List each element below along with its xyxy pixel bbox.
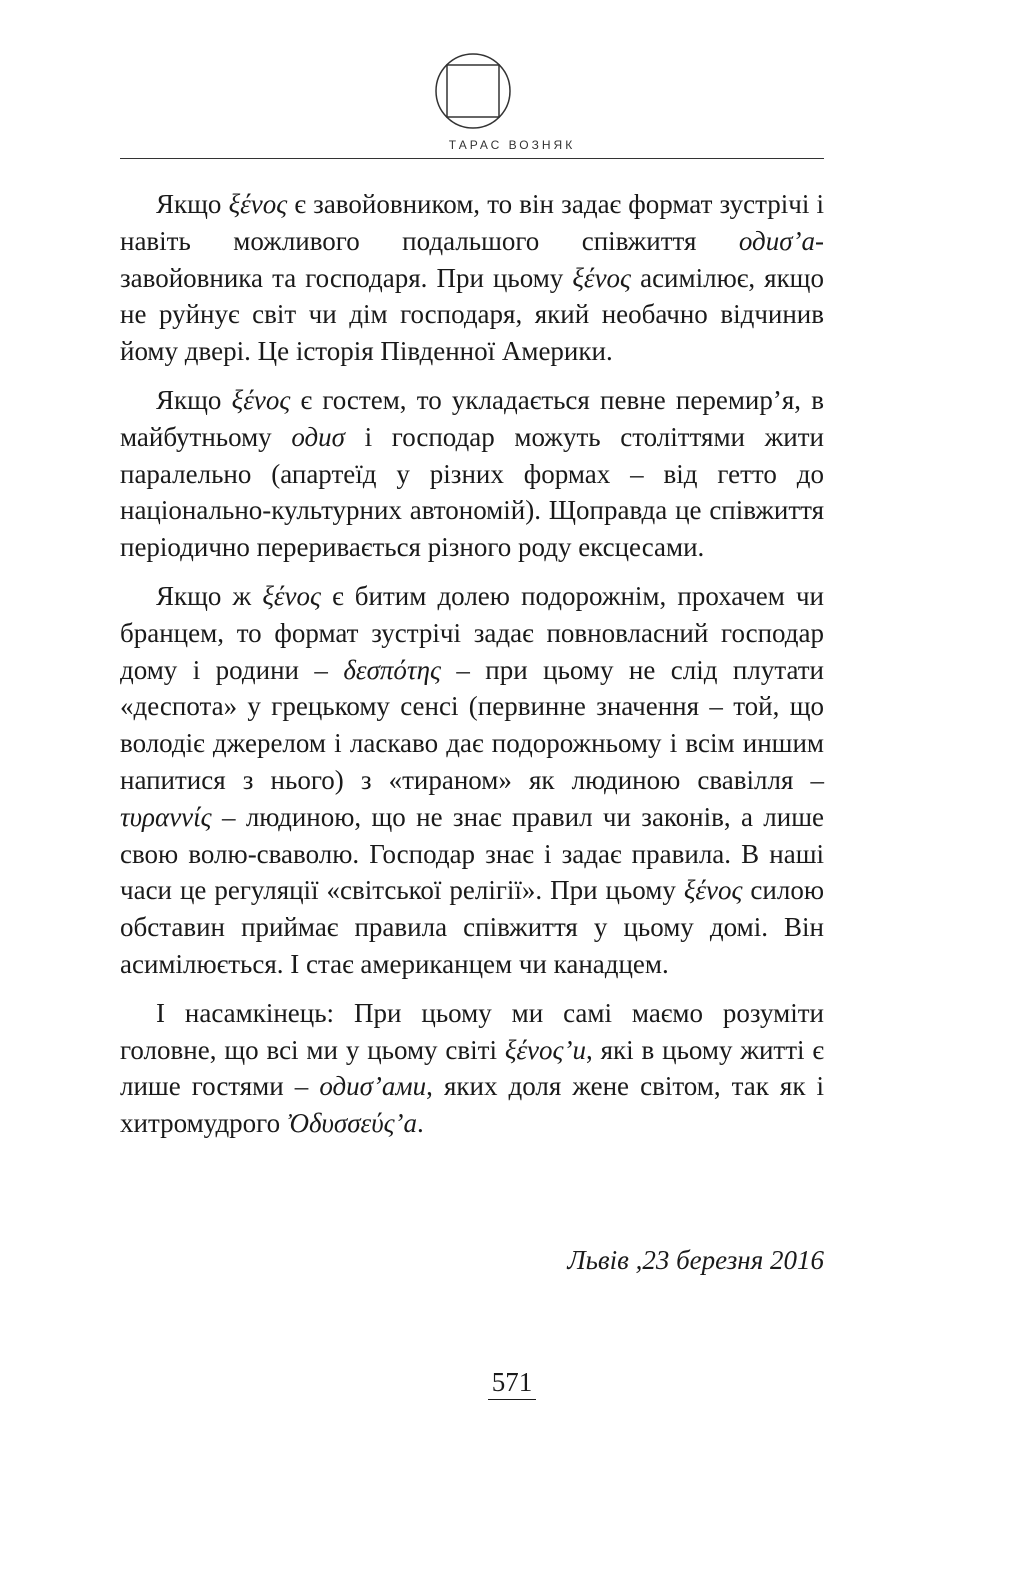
italic-term: ξένος [228,189,288,219]
circle-square-logo-icon [434,52,512,130]
text-run: є битим долею подорожнім, прохачем чи бранцем, то формат зустрічі задає повновласний господар дому і родини – [120,580,824,685]
paragraph [120,382,824,566]
text-run: . [417,1108,424,1139]
italic-term: ξένος’и [504,1034,586,1065]
paragraph [120,995,824,1142]
text-run: є гостем, то укладається певне перемир’я, в майбутньому [120,384,824,452]
italic-term: δεσπότης [343,654,441,685]
italic-term: τυραννίς [120,801,212,832]
text-run: Якщо ж [156,580,263,611]
page-number-value: 571 [488,1367,537,1400]
italic-term: ξένος [572,262,632,293]
text-run: , які в цьому житті є лише гостями – [120,1034,824,1102]
italic-term: ξένος [231,384,291,415]
text-run: і господар можуть століттями жити паралельно (апартеїд у різних формах – від гетто до національно-культурних автономій). Щоправда це співжиття періодично переривається різного роду ексцесами. [120,421,824,563]
italic-term: одиσ’ами [319,1071,427,1102]
main-text [120,186,824,1154]
text-run: є завойовником, то він задає формат зустрічі і навіть можливого подальшого співжиття [120,189,825,256]
running-header-author: ТАРАС ВОЗНЯК [448,138,576,152]
paragraph [120,186,824,370]
text-run: – при цьому не слід плутати «деспота» у грецькому сенсі (первинне значення – той, що володіє джерелом і ласкаво дає подорожньому і всім иншим напитися з нього) з «тираном» як людиною свавілля – [120,654,824,795]
italic-term: ξένος [262,580,321,611]
text-run: Якщо [156,384,232,415]
italic-term: одиσ [291,421,345,452]
text-run: асимілює, якщо не руйнує світ чи дім господаря, який необачно відчинив йому двері. Це історія Південної Америки. [120,262,824,367]
text-run: -завойовника та господаря. При цьому [120,225,824,293]
page-number [0,1364,1024,1400]
header-divider [120,158,824,159]
italic-term: одиσ’а [738,225,815,256]
text-run: , яких доля жене світом, так як і хитромудрого [120,1071,824,1139]
italic-term: ξένος [683,875,743,906]
italic-term: Ὀδυσσεύς’а [286,1108,418,1139]
paragraph [120,578,824,983]
text-run: – людиною, що не знає правил чи законів, а лише свою волю-сваволю. Господар знає і задає правила. В наші часи це регуляції «світської релігії». При цьому [120,801,824,906]
text-run: силою обставин приймає правила співжиття у цьому домі. Він асимілюється. І стає американцем чи канадцем. [120,875,825,979]
text-run: Якщо [156,189,229,219]
place-date-signature: Львів ,23 березня 2016 [567,1245,824,1275]
text-run: І насамкінець: При цьому ми самі маємо розуміти головне, що всі ми у цьому світі [120,997,824,1065]
